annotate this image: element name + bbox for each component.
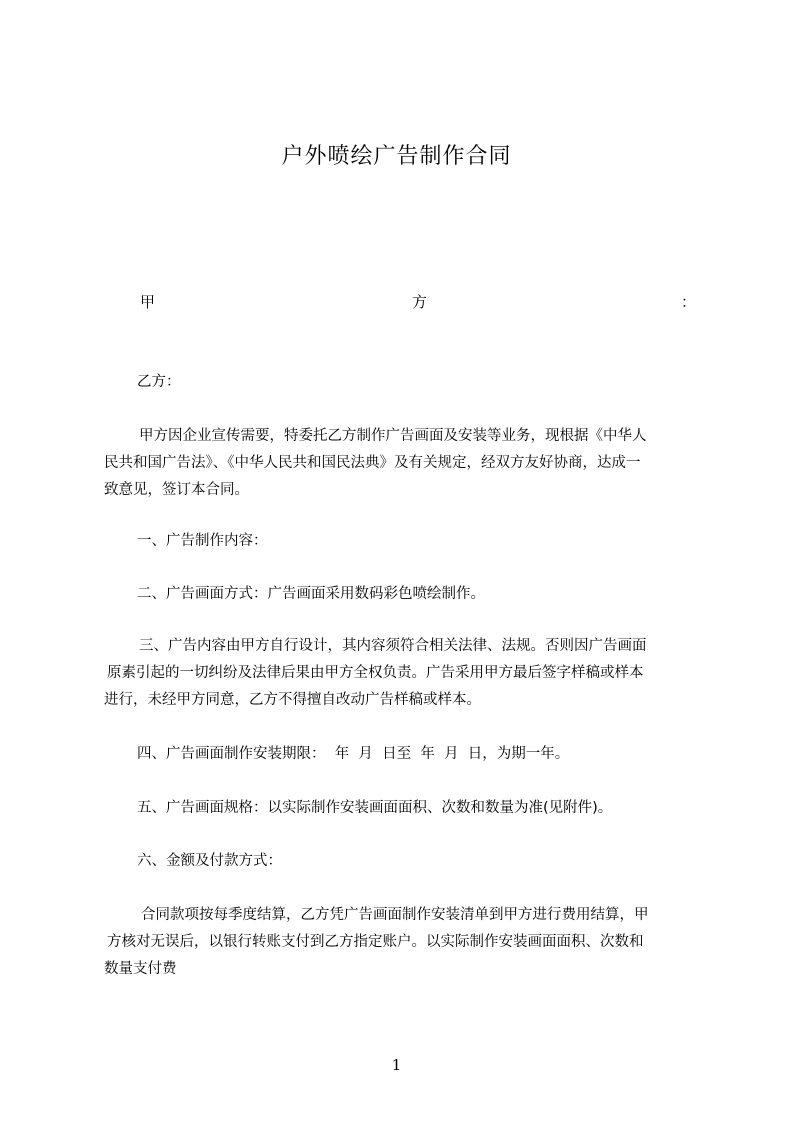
party-b-line: 乙方：: [137, 374, 181, 390]
clause-4: 四、广告画面制作安装期限： 年 月 日至 年 月 日，为期一年。: [137, 746, 570, 762]
party-a-colon: ：: [680, 293, 696, 311]
clause-6: 六、金额及付款方式：: [137, 853, 282, 869]
preamble-line-3: 致意见，签订本合同。: [104, 482, 249, 498]
clause-2: 二、广告画面方式：广告画面采用数码彩色喷绘制作。: [137, 586, 485, 602]
party-a-char-2: 方: [412, 293, 428, 311]
preamble-line-1: 甲方因企业宣传需要，特委托乙方制作广告画面及安装等业务，现根据《中华人: [139, 428, 647, 444]
clause-1: 一、广告制作内容：: [137, 533, 268, 549]
clause-3-paragraph: [104, 633, 700, 714]
page-number: 1: [391, 1056, 402, 1074]
contract-title: 户外喷绘广告制作合同: [281, 144, 512, 169]
clause-3-line-3: 进行，未经甲方同意，乙方不得擅自改动广告样稿或样本。: [104, 692, 481, 708]
preamble-line-2: 民共和国广告法》、《中华人民共和国民法典》及有关规定，经双方友好协商，达成一: [104, 455, 641, 471]
clause-5: 五、广告画面规格：以实际制作安装画面面积、次数和数量为准(见附件)。: [137, 800, 613, 816]
clause-3-line-2: 原素引起的一切纠纷及法律后果由甲方全权负责。广告采用甲方最后签字样稿或样本: [107, 665, 644, 681]
payment-paragraph: [104, 902, 700, 983]
preamble-paragraph: [104, 423, 700, 504]
clause-3-line-1: 三、广告内容由甲方自行设计，其内容须符合相关法律、法规。否则因广告画面: [139, 638, 647, 654]
payment-line-1: 合同款项按每季度结算，乙方凭广告画面制作安装清单到甲方进行费用结算，甲: [141, 907, 649, 923]
payment-line-3: 数量支付费: [104, 961, 177, 977]
payment-line-2: 方核对无误后，以银行转账支付到乙方指定账户。以实际制作安装画面面积、次数和: [107, 934, 644, 950]
party-a-char-1: 甲: [140, 293, 156, 311]
party-a-line: [140, 290, 696, 314]
